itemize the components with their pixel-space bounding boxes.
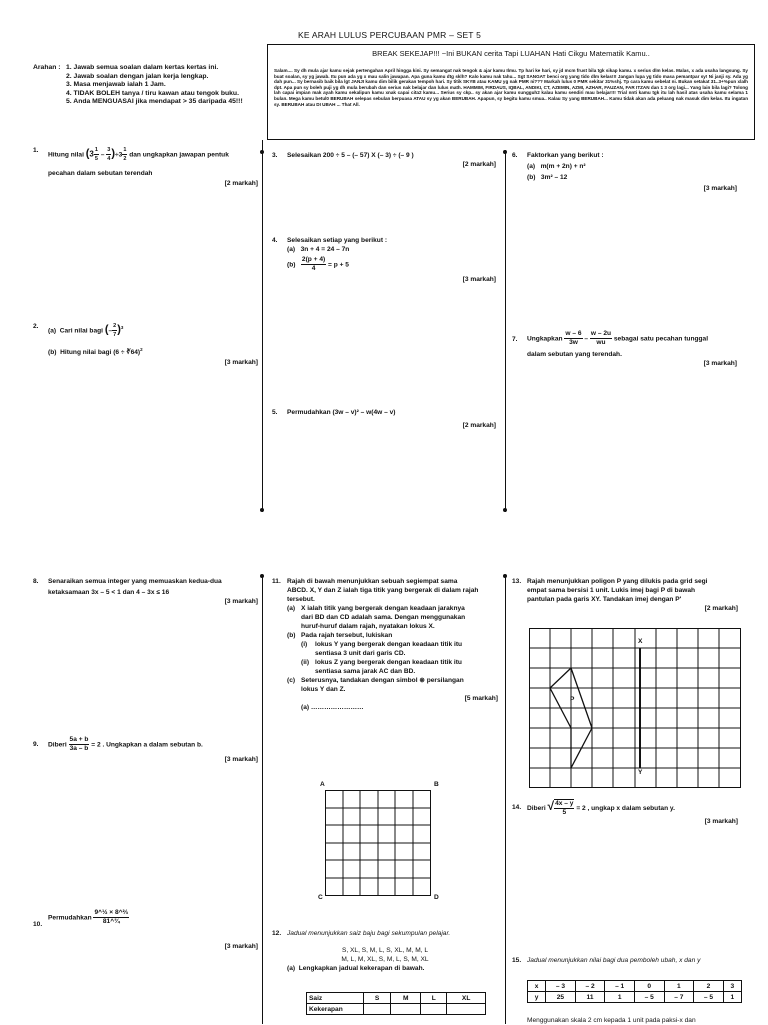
part-label: (a)	[287, 965, 296, 972]
table-cell: – 3	[546, 981, 576, 992]
reflection-grid	[529, 628, 741, 788]
marks-label: [5 markah]	[464, 695, 498, 702]
q9-text: = 2 . Ungkapkan a dalam sebutan b.	[91, 741, 203, 749]
table-header: S	[364, 993, 391, 1004]
marks-label: [2 markah]	[462, 161, 496, 168]
instruction-item: 2. Jawab soalan dengan jalan kerja lengkap.	[66, 72, 209, 80]
question-number: 13.	[512, 578, 522, 585]
table-cell: – 5	[634, 992, 664, 1003]
q11a-text: dari BD dan CD adalah sama. Dengan menggunakan	[301, 614, 466, 621]
table-cell: – 1	[605, 981, 635, 992]
q7-denominator: 3w	[569, 339, 578, 346]
question-number: 8.	[33, 578, 39, 585]
table-header: M	[391, 993, 421, 1004]
q11-text: tersebut.	[287, 596, 315, 603]
table-cell: – 7	[664, 992, 694, 1003]
q13-text: Rajah menunjukkan poligon P yang dilukis pada grid segi	[527, 578, 708, 585]
marks-label: [3 markah]	[224, 756, 258, 763]
q4b-text: = p + 5	[328, 261, 349, 269]
q12-data-row: S, XL, S, M, L, S, XL, M, M, L	[341, 947, 429, 954]
instructions-label: Arahan :	[33, 64, 61, 71]
table-header: L	[421, 993, 447, 1004]
instruction-item: 4. TIDAK BOLEH tanya / tiru kawan atau tengok buku.	[66, 89, 239, 97]
q11c-text: lokus Y dan Z.	[301, 686, 346, 693]
table-cell: 2	[694, 981, 724, 992]
q11bii-text: lokus Z yang bergerak dengan keadaan titik itu	[315, 659, 462, 666]
question-number: 3.	[272, 152, 278, 159]
q11bii-text: sentiasa sama jarak AC dan BD.	[315, 668, 416, 675]
point-label-x: X	[638, 638, 643, 645]
question-15	[512, 956, 738, 965]
q11b-text: Pada rajah tersebut, lukiskan	[301, 632, 393, 639]
table-cell: – 5	[694, 992, 724, 1003]
q7-numerator: w – 6	[565, 330, 582, 337]
marks-label: [3 markah]	[224, 943, 258, 950]
table-cell: – 2	[575, 981, 605, 992]
vertex-label-c: C	[318, 894, 323, 901]
q4b-denominator: 4	[311, 265, 316, 272]
q1-text: Hitung nilai	[48, 151, 84, 159]
table-cell: 3	[723, 981, 741, 992]
table-cell: 1	[723, 992, 741, 1003]
q11bi-text: lokus Y yang bergerak dengan keadaan titik itu	[315, 641, 463, 648]
question-number: 9.	[33, 741, 39, 748]
table-header: XL	[447, 993, 486, 1004]
question-number: 14.	[512, 804, 522, 811]
q11a-text: X ialah titik yang bergerak dengan keadaan jaraknya	[301, 605, 465, 612]
q2a-text: Cari nilai bagi	[59, 327, 103, 335]
table-cell: 11	[575, 992, 605, 1003]
question-12	[272, 929, 498, 973]
q8-text: Senaraikan semua integer yang memuaskan kedua-dua	[48, 578, 222, 585]
q2b-expression: (6 ÷ ∛64)	[113, 349, 141, 357]
q10-denominator: 81^¾	[102, 918, 120, 925]
part-label: (b)	[287, 261, 296, 269]
question-7: 7. Ungkapkan $\frac{w - 6}{3w}$ – $\frac{w - 2u}{wu}$ sebagai satu pecahan tunggal dalam sebutan yang terendah. [3 markah]	[512, 330, 737, 367]
note-box	[267, 44, 755, 140]
question-number: 4.	[272, 237, 278, 244]
divider-end	[260, 150, 264, 154]
instructions	[33, 64, 243, 107]
q4a-text: 3n + 4 = 24 – 7n	[300, 246, 350, 253]
q7-text: Ungkapkan	[527, 335, 563, 343]
part-label: (ii)	[301, 659, 310, 666]
question-13	[512, 577, 738, 613]
q9-denominator: 3a – b	[69, 745, 89, 752]
column-divider	[262, 140, 263, 512]
q8-line2: ketaksamaan 3x – 5 < 1 dan 4 – 3x ≤ 16	[48, 589, 170, 596]
column-divider	[505, 576, 506, 1024]
q4-text: Selesaikan setiap yang berikut :	[287, 237, 388, 244]
q14-numerator: 4x – y	[555, 800, 574, 807]
divider-end	[260, 508, 264, 512]
vertex-label-b: B	[434, 781, 439, 788]
part-label: (b)	[48, 349, 57, 357]
part-label: (a)	[527, 163, 536, 170]
question-5	[272, 408, 496, 430]
note-heading: BREAK SEKEJAP!!! ~Ini BUKAN cerita Tapi LUAHAN Hati Cikgu Matematik Kamu..	[372, 49, 650, 58]
part-label: (i)	[301, 641, 308, 648]
column-divider	[505, 150, 506, 512]
divider-end	[260, 574, 264, 578]
question-number: 5.	[272, 409, 278, 416]
table-cell: 25	[546, 992, 576, 1003]
q9-text: Diberi	[48, 741, 67, 749]
q7-denominator: wu	[596, 339, 606, 346]
q14-text: = 2 , ungkap x dalam sebutan y.	[576, 804, 675, 812]
q9-numerator: 5a + b	[69, 736, 89, 743]
table-cell[interactable]	[447, 1004, 486, 1015]
q13-text: empat sama bersisi 1 unit. Lukis imej bagi P di bawah	[527, 587, 696, 594]
marks-label: [3 markah]	[703, 185, 737, 192]
q6a-text: m(m + 2n) + n²	[540, 163, 586, 170]
q12a-text: Lengkapkan jadual kekerapan di bawah.	[298, 965, 425, 972]
vertex-label-d: D	[434, 894, 439, 901]
marks-label: [3 markah]	[462, 276, 496, 283]
question-4	[272, 236, 496, 284]
table-cell[interactable]	[391, 1004, 421, 1015]
question-number: 2.	[33, 323, 39, 330]
q11bi-text: sentiasa 3 unit dari garis CD.	[315, 650, 406, 657]
q10-numerator: 9^½ × 8^⅔	[94, 909, 129, 916]
question-2: 2. (a) Cari nilai bagi (– $\frac{2}{7}$ )$^3$ (b) Hitung nilai bagi (6 ÷ ∛64)$^2$ [3 markah]	[33, 323, 258, 367]
q14-denominator: 5	[562, 809, 567, 816]
part-label: (b)	[527, 174, 536, 181]
q11c-text: Seterusnya, tandakan dengan simbol ⊗ persilangan	[301, 677, 464, 684]
polygon-label-p: P	[570, 696, 575, 703]
q13-text: pantulan pada garis XY. Tandakan imej dengan P'	[527, 596, 682, 603]
table-cell[interactable]	[421, 1004, 447, 1015]
q11a-text: huruf-huruf dalam rajah, nyatakan lokus X.	[301, 623, 435, 630]
q7-line2: dalam sebutan yang terendah.	[527, 351, 622, 358]
q15-text: Jadual menunjukkan nilai bagi dua pemboleh ubah, x dan y	[527, 957, 701, 964]
q11-text: Rajah di bawah menunjukkan sebuah segiempat sama	[287, 578, 458, 585]
question-number: 6.	[512, 152, 518, 159]
question-6	[512, 151, 737, 193]
part-label: (a)	[287, 246, 296, 253]
instruction-item: 5. Anda MENGUASAI jika mendapat > 35 daripada 45!!!	[66, 98, 243, 105]
instruction-item: 3. Masa menjawab ialah 1 Jam.	[66, 81, 166, 88]
marks-label: [2 markah]	[462, 422, 496, 429]
vertex-label-a: A	[320, 781, 325, 788]
note-body: Salam.... Sy dh mula ajar kamu sejak pertengahan April hingga kini. Sy semangat nak tengok & ajar kamu Ilmu. Tp hari ke hari, sy jd mcm frust bila tgk sikap kamu. x serius dlm kelas. Malas, x ada usaha langsung. Sy buat soalan, sy yg jawab. Itu pun ada yg x mau salin jawapan. Apa guna kamu dtg sklh? Kalo kamu nak tahu... Sgt SANGAT benci org yang tido dlm kelas!!! Jangan lupa yg tido masa pemantpar sy! Ni janji sy. Ada yg dah pun... Sy bernasib baik bila lgt JANJI kamu dim bilik gerakan tempoh hari. Sy titik SKYB atau KAMU yg nak PMR ni??? Markah lulus 0 PMR sekitar 31%shj. Tp cara kamu sebelat ni. Bukan setakat 31..3+%pun xlalh dpt. Apa pun sy boleh puji yg dh mula berubah dan serius nak belajar dan lulus math. HAMMIM, FIRDAUS, IQBAL, ANDIKI, CT, AZEMIN, AZMI, AZHAR, FAUZAN, FAR ITZAN dan 1 3 org lagi... Yang lain bila lagi? Tolong lah capai impian mak ayah kamu sekalipun kamu xnak capai cita2 kamu... Serius sy ckp.. sy akan ajar kamu sungguh2 kalau kamu sendiri mau belajar!!! Trial nnti kamu tgk itu lah hasil atas usaha kamu selama 1 bulan. Mega kamu betul0 BERUBAH selepas sebulan berpuasa ATAU sy yg akan BERUBAH. Apapun, sy begitu kamu smua.. Kalau Sy yang BERUBAH... Kamu tidak akan ada peluang nak masuk dim kelas. Itu ingatan sy. BERUBAH atau DI UBAH ... That All.	[274, 68, 748, 107]
question-10	[33, 909, 258, 951]
page-title: KE ARAH LULUS PERCUBAAN PMR – SET 5	[298, 30, 482, 40]
q10-text: Permudahkan	[48, 914, 92, 922]
q5-text: Permudahkan (3w – v)² – w(4w – v)	[287, 409, 396, 416]
part-label: (b)	[287, 632, 296, 639]
q15-footer-text: Menggunakan skala 2 cm kepada 1 unit pada paksi-x dan	[527, 1017, 696, 1024]
xy-values-table	[527, 980, 742, 1003]
q1-line2: pecahan dalam sebutan terendah	[48, 170, 153, 177]
question-14: 14. Diberi √ $\frac{4x - y}{5}$ = 2 , ungkap x dalam sebutan y. [3 markah]	[512, 798, 738, 825]
table-cell[interactable]	[364, 1004, 391, 1015]
question-number: 10.	[33, 921, 43, 928]
part-label: (a)	[48, 327, 57, 335]
square-grid-abcd	[325, 790, 431, 896]
q12-text: Jadual menunjukkan saiz baju bagi sekumpulan pelajar.	[287, 930, 451, 937]
marks-label: [2 markah]	[224, 180, 258, 187]
table-header: Saiz	[307, 993, 364, 1004]
q7-text: sebagai satu pecahan tunggal	[613, 335, 709, 343]
q12-data-row: M, L, M, XL, S, M, L, S, M, XL	[341, 956, 429, 963]
marks-label: [3 markah]	[704, 818, 738, 825]
q7-numerator: w – 2u	[590, 330, 612, 337]
part-label: (c)	[287, 677, 296, 684]
table-cell: x	[528, 981, 546, 992]
column-divider	[262, 576, 263, 1024]
marks-label: [3 markah]	[224, 598, 258, 605]
q14-text: Diberi	[527, 804, 546, 812]
question-11	[272, 577, 498, 712]
divider-end	[503, 150, 507, 154]
q6b-text: 3m² – 12	[540, 174, 568, 181]
marks-label: [3 markah]	[703, 360, 737, 367]
q4b-numerator: 2(p + 4)	[301, 256, 326, 263]
table-cell: 0	[634, 981, 664, 992]
marks-label: [2 markah]	[704, 605, 738, 612]
table-cell: 1	[664, 981, 694, 992]
question-number: 12.	[272, 930, 282, 937]
q11-text: ABCD. X, Y dan Z ialah tiga titik yang bergerak di dalam rajah	[287, 587, 479, 594]
table-cell: y	[528, 992, 546, 1003]
q1-text: dan ungkapkan jawapan pentuk	[129, 151, 229, 159]
table-cell: 1	[605, 992, 635, 1003]
point-label-y: Y	[638, 769, 643, 776]
q6-text: Faktorkan yang berikut :	[527, 152, 604, 159]
q11-answer-line[interactable]: (a) ……………………	[301, 704, 364, 711]
marks-label: [3 markah]	[224, 359, 258, 367]
q3-text: Selesaikan 200 ÷ 5 – (– 57) X (– 3) ÷ (– 9 )	[287, 152, 414, 159]
question-1: 1. Hitung nilai (3 $\frac{1}{5}$ – $\frac{3}{4}$ )÷3 $\frac{1}{2}$ dan ungkapkan jawapan pentuk pecahan dalam sebutan terendah [2 markah]	[33, 147, 258, 187]
question-number: 7.	[512, 336, 518, 343]
divider-end	[503, 508, 507, 512]
table-row-label: Kekerapan	[307, 1004, 364, 1015]
instruction-item: 1. Jawab semua soalan dalam kertas kertas ini.	[66, 64, 219, 71]
frequency-table	[306, 992, 486, 1015]
question-3	[272, 151, 496, 169]
question-number: 1.	[33, 147, 39, 154]
q2b-text: Hitung nilai bagi	[60, 349, 112, 357]
question-number: 15.	[512, 957, 522, 964]
part-label: (a)	[287, 605, 296, 612]
question-number: 11.	[272, 578, 281, 585]
divider-end	[503, 574, 507, 578]
question-8	[33, 577, 258, 606]
question-9	[33, 736, 258, 764]
